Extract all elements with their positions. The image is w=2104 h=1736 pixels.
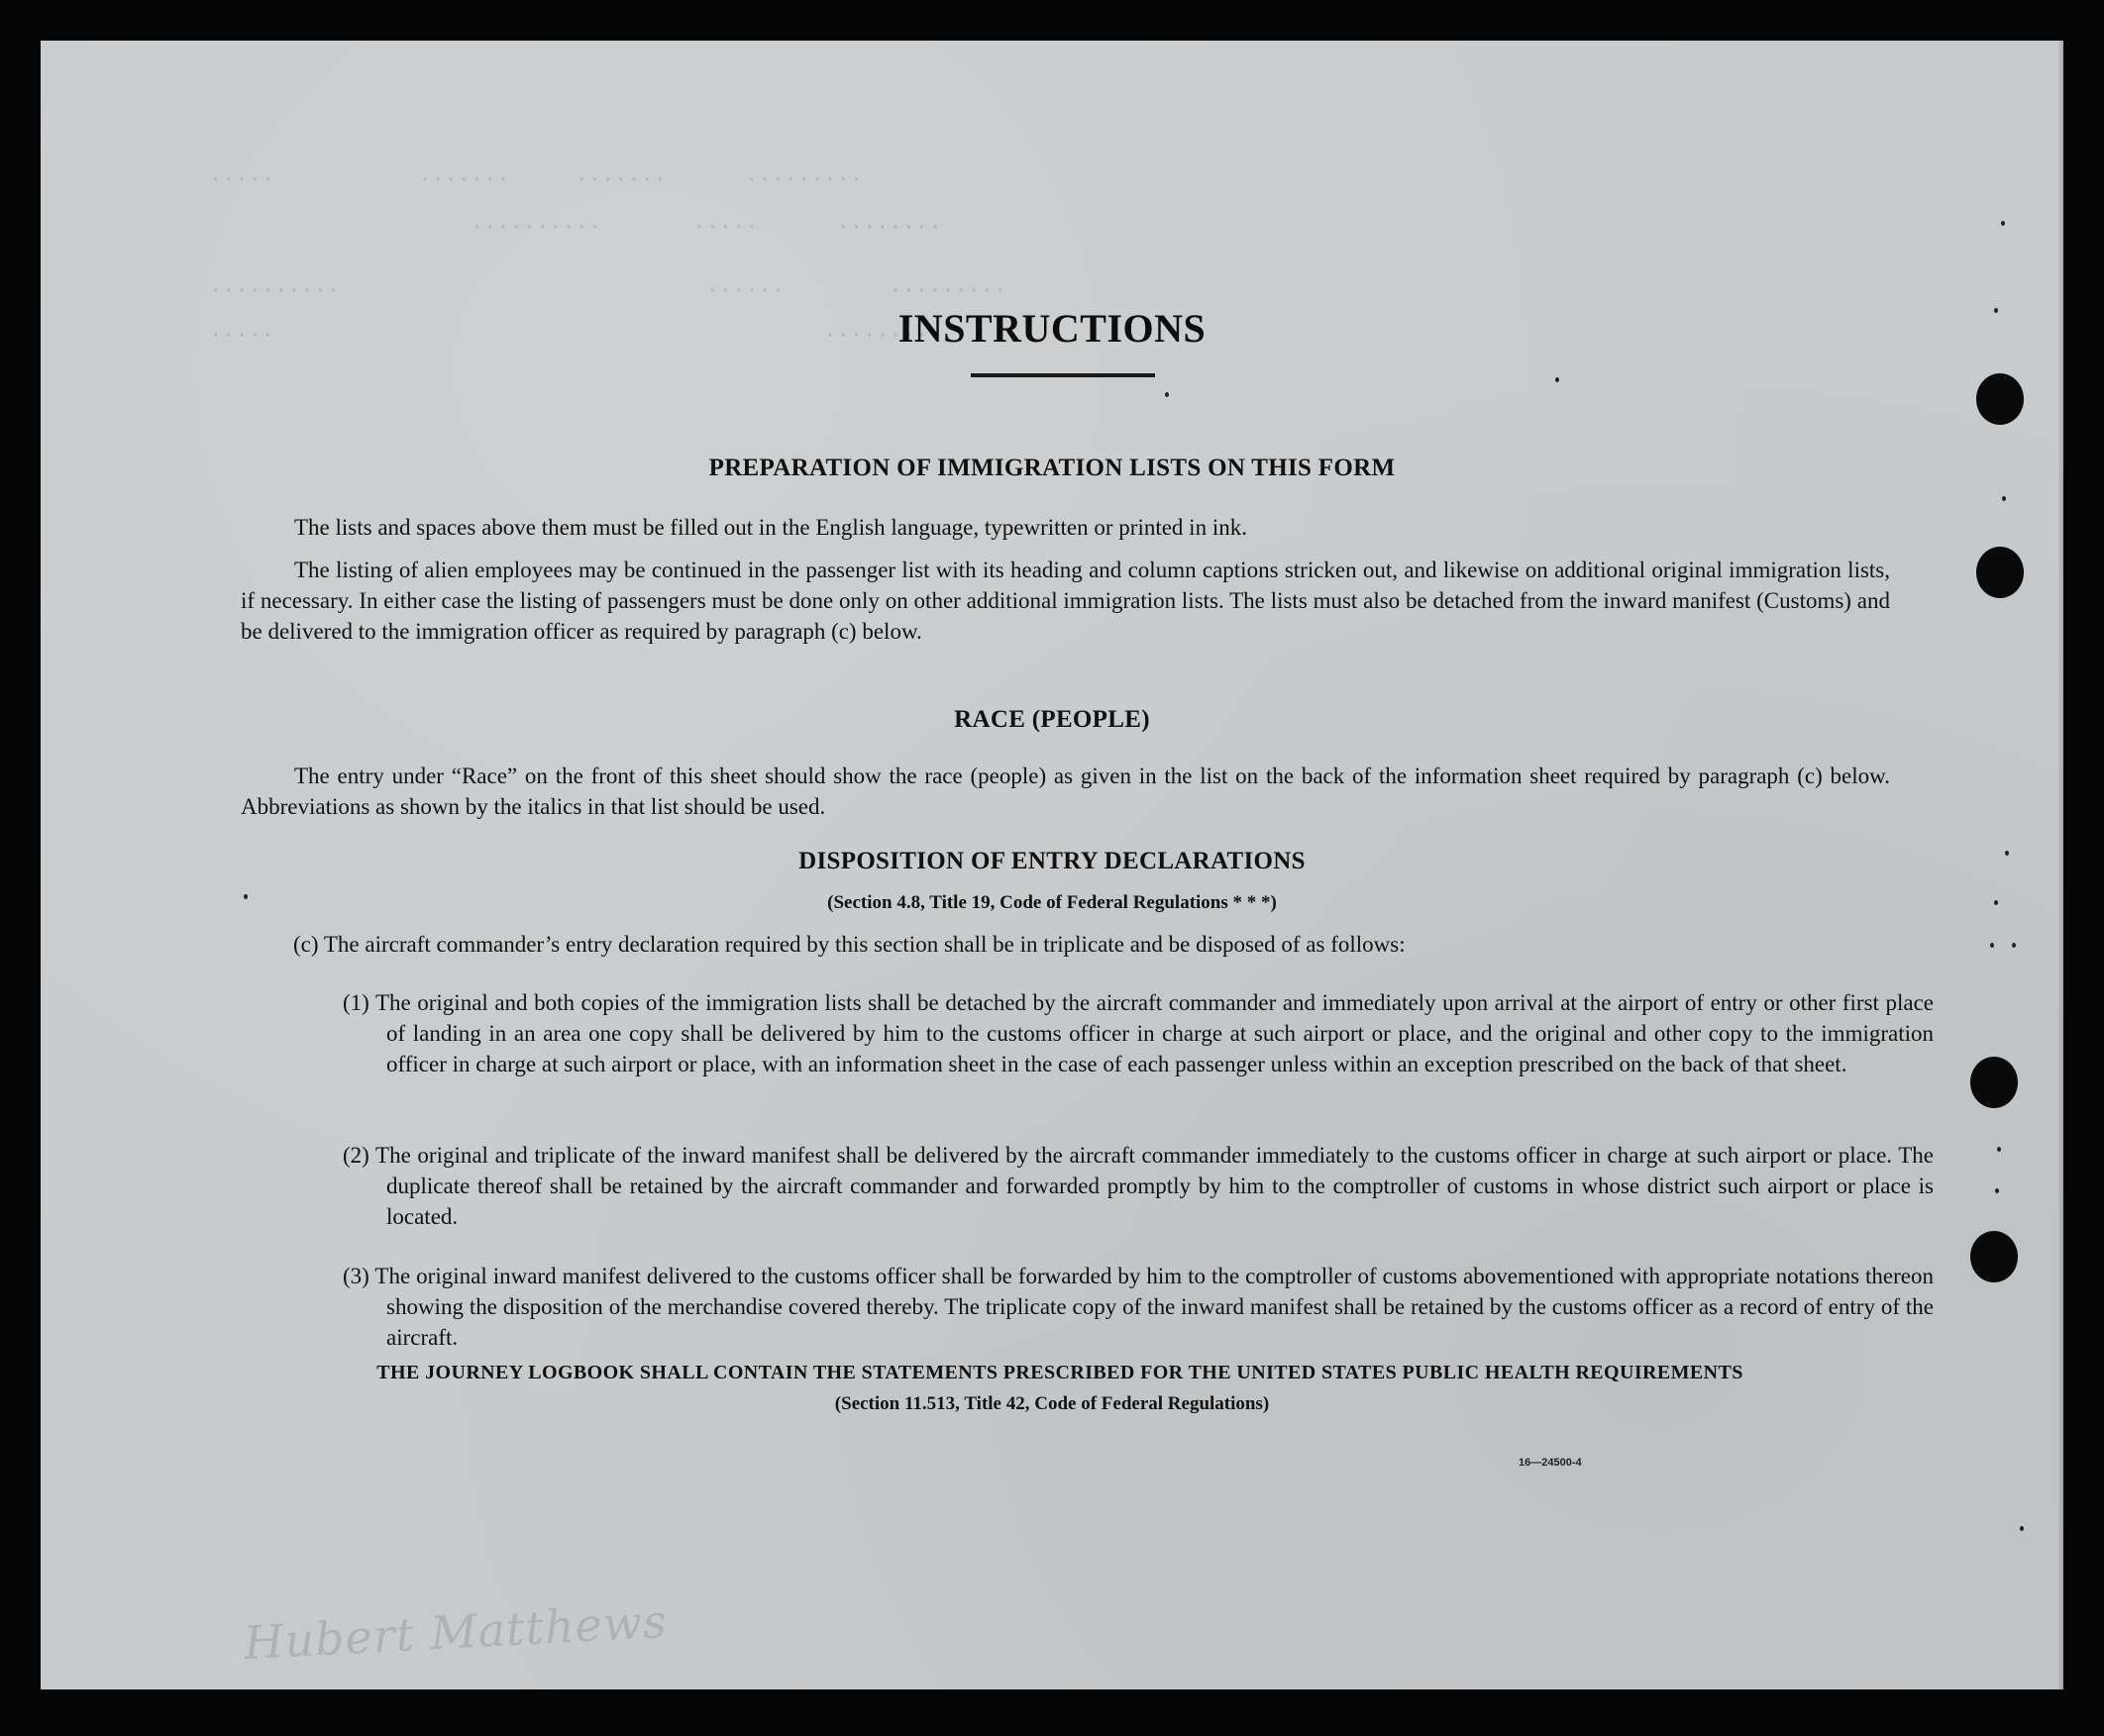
section-heading-race: RACE (PEOPLE) (954, 706, 1150, 733)
section-citation: (Section 4.8, Title 19, Code of Federal Regulations * * *) (827, 892, 1277, 913)
signature: Hubert Matthews (242, 1593, 669, 1671)
disposition-intro: (c) The aircraft commander’s entry declaration required by this section shall be in triplicate and be disposed of as follows: (293, 932, 1406, 957)
section-heading-disposition: DISPOSITION OF ENTRY DECLARATIONS (798, 848, 1306, 874)
bleed-through-text: ·········· ····· ········ (209, 215, 942, 240)
speck (1995, 1188, 1999, 1193)
speck (1555, 377, 1559, 382)
speck (1990, 943, 1994, 948)
speck (1165, 392, 1169, 397)
logbook-citation: (Section 11.513, Title 42, Code of Federal Regulations) (834, 1393, 1270, 1414)
speck (1994, 900, 1998, 905)
disposition-item-2: (2) The original and triplicate of the inward manifest shall be delivered by the aircraft commander immediately to the customs officer in charge at such airport or place. The duplicate thereof shall be retained by the aircraft commander and forwarded promptly by him to the comptroller of customs in whose district such airport or place is located. (343, 1143, 1934, 1229)
speck (2012, 943, 2016, 948)
punch-hole (1976, 373, 2024, 425)
form-code: 16—24500-4 (1519, 1457, 1582, 1469)
disposition-item-1: (1) The original and both copies of the immigration lists shall be detached by the aircraft commander and immediately upon arrival at the airport of entry or other first place of landing in an area one copy shall be delivered by him to the customs officer in charge at such airport or place, and the original and other copy to the immigration officer in charge at such airport or place, with an information sheet in the case of each passenger unless within an exception prescribed on the back of that sheet. (343, 990, 1934, 1076)
speck (2020, 1526, 2024, 1531)
paragraph-language: The lists and spaces above them must be filled out in the English language, typewritten or printed in ink. (294, 515, 1247, 540)
bleed-through-text: ····· ······· ······· ········· (209, 167, 864, 192)
title-underline (971, 373, 1155, 377)
bleed-through-text: ·········· ······ ········· (209, 278, 1007, 303)
paragraph-race: The entry under “Race” on the front of this sheet should show the race (people) as given in the list on the back of the information sheet required by paragraph (c) below. Abbreviations as shown by the italics in that list should be used. (241, 764, 1890, 819)
speck (2005, 851, 2009, 856)
speck (1994, 308, 1998, 313)
bleed-through-text: ····· ········ (209, 323, 929, 348)
speck (1997, 1147, 2001, 1152)
logbook-statement: THE JOURNEY LOGBOOK SHALL CONTAIN THE STATEMENTS PRESCRIBED FOR THE UNITED STATES PUBLIC HEALTH REQUIREMENTS (376, 1362, 1743, 1383)
speck (2001, 221, 2005, 226)
punch-hole (1970, 1057, 2018, 1108)
document-page (41, 41, 2063, 1689)
page-edge-shadow (2057, 41, 2063, 1689)
speck (244, 894, 248, 899)
page-title: INSTRUCTIONS (897, 306, 1207, 351)
punch-hole (1976, 547, 2024, 598)
disposition-item-3: (3) The original inward manifest delivered to the customs officer shall be forwarded by him to the comptroller of customs abovementioned with appropriate notations thereon showing the disposition of the merchandise covered thereby. The triplicate copy of the inward manifest shall be retained by the customs officer as a record of entry of the aircraft. (343, 1264, 1934, 1350)
speck (2002, 496, 2006, 501)
section-heading-preparation: PREPARATION OF IMMIGRATION LISTS ON THIS FORM (708, 455, 1396, 481)
punch-hole (1970, 1231, 2018, 1282)
paragraph-alien-employees: The listing of alien employees may be continued in the passenger list with its heading and column captions stricken out, and likewise on additional original immigration lists, if necessary. In either case the listing of passengers must be done only on other additional immigration lists. The lists must also be detached from the inward manifest (Customs) and be delivered to the immigration officer as required by paragraph (c) below. (241, 558, 1890, 644)
